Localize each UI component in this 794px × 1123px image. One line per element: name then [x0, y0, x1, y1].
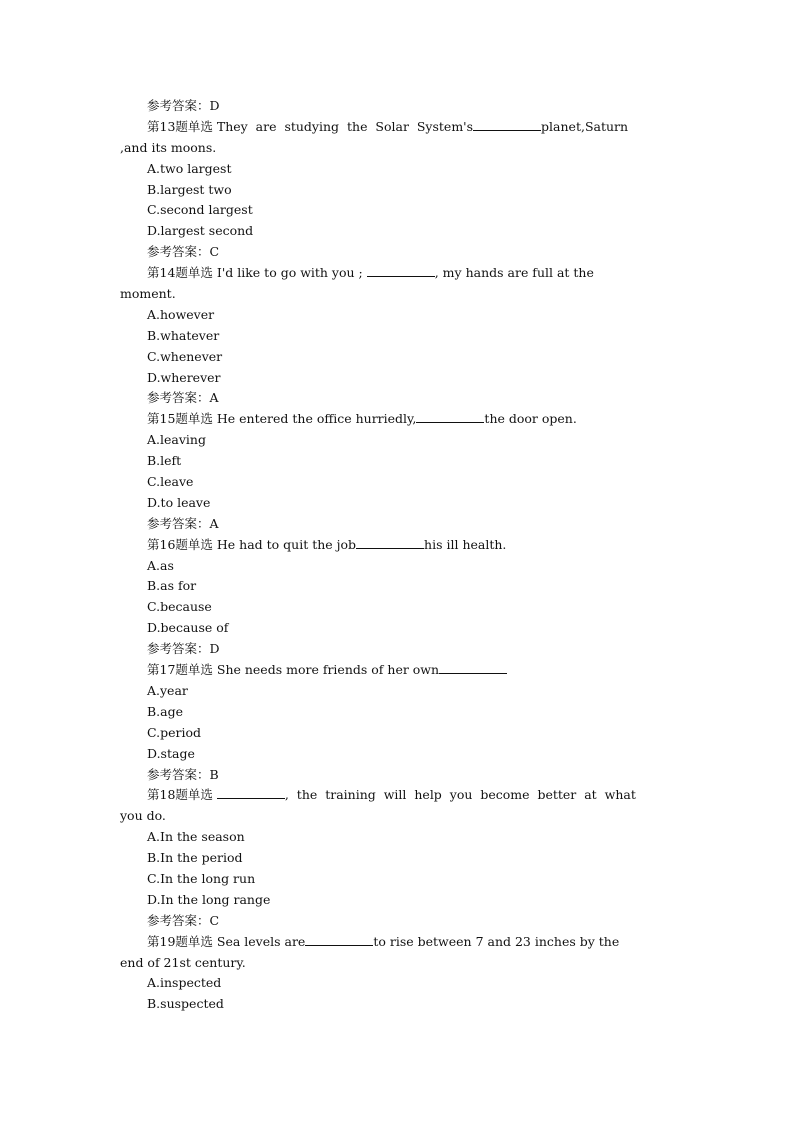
option-d: D.wherever — [147, 369, 221, 385]
option-a: A.inspected — [147, 975, 222, 991]
question-number: 第13题单选 — [147, 118, 213, 134]
question-number: 第14题单选 — [147, 265, 213, 281]
question-continuation: end of 21st century. — [120, 954, 246, 970]
answer-line: 参考答案：C — [147, 912, 220, 928]
question-text: He entered the office hurriedly, — [212, 411, 417, 427]
question-text: , my hands are full at the — [434, 265, 594, 281]
option-c: C.because — [147, 599, 212, 615]
question-text: to rise between 7 and 23 inches by the — [373, 933, 620, 949]
option-b: B.left — [147, 453, 182, 469]
question-text: the door open. — [484, 411, 577, 427]
option-d: D.largest second — [147, 223, 254, 239]
option-b: B.whatever — [147, 327, 220, 343]
answer-blank — [305, 933, 373, 946]
option-c: C.whenever — [147, 348, 223, 364]
question-text: planet,Saturn — [541, 118, 629, 134]
option-b: B.as for — [147, 578, 197, 594]
question-continuation: ,and its moons. — [120, 139, 217, 155]
option-a: A.two largest — [147, 160, 232, 176]
option-a: A.however — [147, 306, 215, 322]
option-c: C.leave — [147, 474, 194, 490]
answer-line: 参考答案：C — [147, 244, 220, 260]
answer-line: 参考答案：A — [147, 515, 219, 531]
question-14 — [0, 263, 794, 284]
option-b: B.largest two — [147, 181, 232, 197]
answer-blank — [473, 118, 541, 131]
option-d: D.to leave — [147, 494, 211, 510]
question-17 — [0, 660, 794, 681]
answer-blank — [367, 264, 435, 277]
option-c: C.In the long run — [147, 870, 256, 886]
question-13 — [0, 117, 794, 138]
option-a: A.year — [147, 682, 188, 698]
answer-line: 参考答案：D — [147, 98, 220, 113]
option-a: A.leaving — [147, 432, 206, 448]
question-number: 第19题单选 — [147, 933, 213, 949]
question-block — [0, 96, 794, 1015]
option-b: B.In the period — [147, 850, 243, 866]
question-15 — [0, 409, 794, 430]
question-continuation: moment. — [120, 286, 176, 302]
question-text: , the training will help you become better at what — [284, 787, 636, 803]
answer-line: 参考答案：A — [147, 390, 219, 406]
question-19 — [0, 932, 794, 953]
option-a: A.In the season — [147, 829, 245, 845]
question-16 — [0, 535, 794, 556]
answer-blank — [416, 410, 484, 423]
option-a: A.as — [147, 557, 174, 573]
question-number: 第15题单选 — [147, 411, 213, 427]
answer-line: 参考答案：B — [147, 766, 219, 782]
option-b: B.suspected — [147, 996, 224, 1012]
answer-line: 参考答案：D — [147, 641, 220, 657]
question-number: 第18题单选 — [147, 787, 213, 803]
option-c: C.second largest — [147, 202, 253, 218]
question-text: She needs more friends of her own — [212, 662, 440, 678]
question-text: I'd like to go with you ; — [212, 265, 367, 281]
option-b: B.age — [147, 703, 184, 719]
question-text: his ill health. — [424, 536, 507, 552]
question-text: Sea levels are — [212, 933, 306, 949]
answer-blank — [217, 786, 285, 799]
question-18 — [0, 785, 794, 806]
option-d: D.because of — [147, 620, 229, 636]
answer-blank — [439, 661, 507, 674]
question-number: 第16题单选 — [147, 536, 213, 552]
question-number: 第17题单选 — [147, 662, 213, 678]
question-text: He had to quit the job — [212, 536, 357, 552]
answer-blank — [356, 536, 424, 549]
option-d: D.stage — [147, 745, 195, 761]
question-continuation: you do. — [120, 808, 166, 824]
option-d: D.In the long range — [147, 891, 271, 907]
question-text: They are studying the Solar System's — [212, 118, 474, 134]
option-c: C.period — [147, 724, 201, 740]
